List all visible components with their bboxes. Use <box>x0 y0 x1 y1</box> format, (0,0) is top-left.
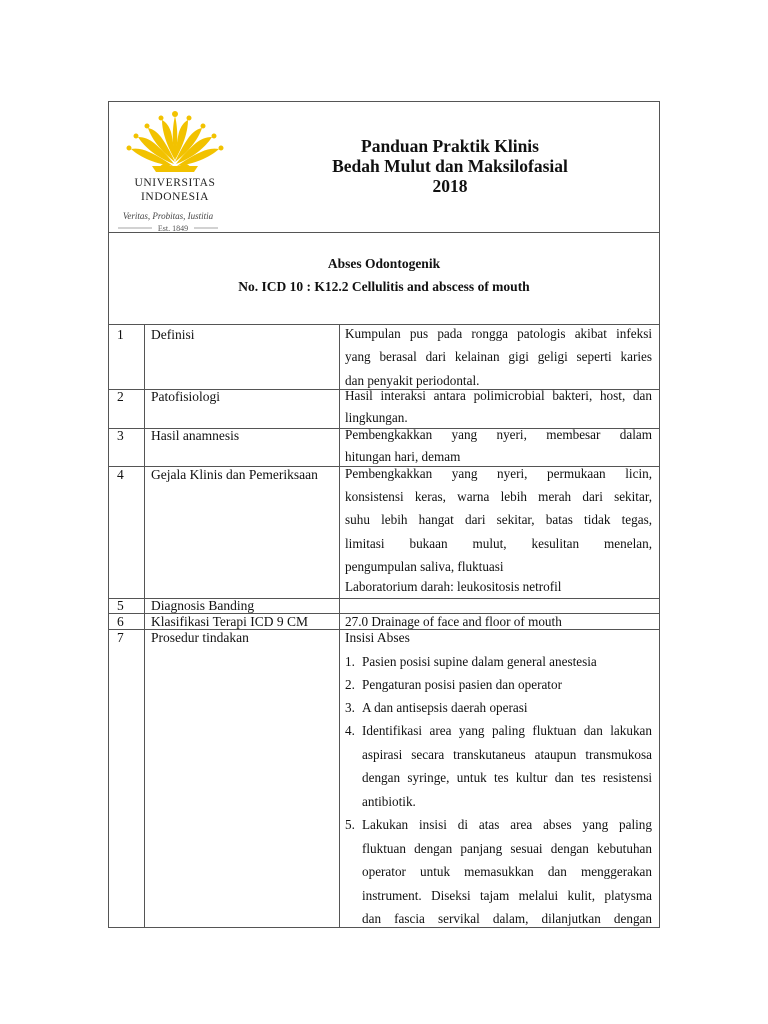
text-line: Pembengkakkan yang nyeri, membesar dalam <box>345 427 652 442</box>
procedure-step <box>345 673 652 697</box>
logo-name-line2: INDONESIA <box>140 191 210 203</box>
row-value <box>345 462 652 596</box>
text-line: pengumpulan saliva, fluktuasi <box>345 558 504 574</box>
topic-title: Abses Odontogenik <box>327 256 441 271</box>
step-text <box>362 673 652 697</box>
procedure-step <box>345 813 652 931</box>
text-line: Hasil interaksi antara polimicrobial bakteri, host, dan <box>345 388 652 403</box>
row-value <box>345 322 652 392</box>
step-number: 4. <box>345 723 355 738</box>
step-text <box>362 719 652 813</box>
text-line: yang berasal dari kelainan gigi geligi seperti karies <box>345 349 652 365</box>
text-line: aspirasi secara transkutaneus ataupun transmukosa <box>362 746 652 762</box>
step-number: 1. <box>345 654 355 669</box>
text-line: dengan syringe, untuk tes kultur dan tes resistensi <box>362 770 652 785</box>
title-year: 2018 <box>432 176 468 196</box>
step-text <box>362 696 652 720</box>
text-line: A dan antisepsis daerah operasi <box>362 700 528 715</box>
university-logo <box>112 104 238 232</box>
row-number: 3 <box>117 428 124 443</box>
row-label: Prosedur tindakan <box>151 630 249 645</box>
row-label: Diagnosis Banding <box>151 598 255 613</box>
text-line: Pembengkakkan yang nyeri, permukaan licin, <box>345 466 652 481</box>
procedure-heading: Insisi Abses <box>345 630 410 645</box>
row-value <box>345 385 652 429</box>
column-divider <box>144 324 145 928</box>
logo-name-line1: UNIVERSITAS <box>134 177 216 189</box>
text-line: operator untuk memasukkan dan menggerakan <box>362 864 652 879</box>
text-line: 27.0 Drainage of face and floor of mouth <box>345 614 562 629</box>
step-text <box>362 650 652 674</box>
row-label: Gejala Klinis dan Pemeriksaan <box>151 467 318 482</box>
row-number: 7 <box>117 630 124 645</box>
icd-title: No. ICD 10 : K12.2 Cellulitis and abscess of mouth <box>238 279 530 294</box>
procedure-step <box>345 696 652 720</box>
text-line: Identifikasi area yang paling fluktuan dan lakukan <box>362 723 652 738</box>
row-value <box>345 614 652 630</box>
text-line: Laboratorium darah: leukositosis netrofil <box>345 579 562 595</box>
title-line-2: Bedah Mulut dan Maksilofasial <box>332 156 568 176</box>
text-line: lingkungan. <box>345 410 408 425</box>
text-line: limitasi bukaan mulut, kesulitan menelan, <box>345 535 652 551</box>
text-line: dan fascia servikal dalam, dilanjutkan dengan <box>362 911 652 926</box>
row-label: Hasil anamnesis <box>151 428 240 443</box>
text-line: Kumpulan pus pada rongga patologis akibat infeksi <box>345 326 652 341</box>
step-number: 3. <box>345 700 355 715</box>
text-line: suhu lebih hangat dari sekitar, batas tidak tegas, <box>345 512 652 528</box>
row-label: Klasifikasi Terapi ICD 9 CM <box>151 614 309 629</box>
logo-est: Est. 1849 <box>157 224 189 232</box>
row-number: 4 <box>117 467 124 482</box>
step-number: 5. <box>345 817 355 832</box>
row-number: 5 <box>117 598 124 613</box>
text-line: konsistensi keras, warna lebih merah dari sekitar, <box>345 489 652 505</box>
text-line: hitungan hari, demam <box>345 449 461 464</box>
step-number: 2. <box>345 677 355 692</box>
divider <box>108 232 660 233</box>
column-divider <box>339 324 340 928</box>
row-number: 1 <box>117 327 124 342</box>
procedure-step <box>345 650 652 674</box>
text-line: dan penyakit periodontal. <box>345 372 480 388</box>
text-line: antibiotik. <box>362 793 416 809</box>
row-label: Definisi <box>151 327 195 342</box>
text-line: instrument. Diseksi tajam melalui kulit, platysma <box>362 887 652 903</box>
makara-emblem-icon <box>112 104 238 232</box>
text-line: Pasien posisi supine dalam general anestesia <box>362 654 597 669</box>
row-label: Patofisiologi <box>151 389 221 404</box>
text-line: Pengaturan posisi pasien dan operator <box>362 677 562 692</box>
text-line: fluktuan dengan panjang sesuai dengan kebutuhan <box>362 840 652 856</box>
row-number: 6 <box>117 614 124 629</box>
step-text <box>362 813 652 931</box>
title-line-1: Panduan Praktik Klinis <box>361 136 539 156</box>
row-number: 2 <box>117 389 124 404</box>
document-title <box>240 136 660 196</box>
text-line: Lakukan insisi di atas area abses yang paling <box>362 817 652 832</box>
logo-motto: Veritas, Probitas, Iustitia <box>122 211 214 221</box>
procedure-step <box>345 719 652 813</box>
